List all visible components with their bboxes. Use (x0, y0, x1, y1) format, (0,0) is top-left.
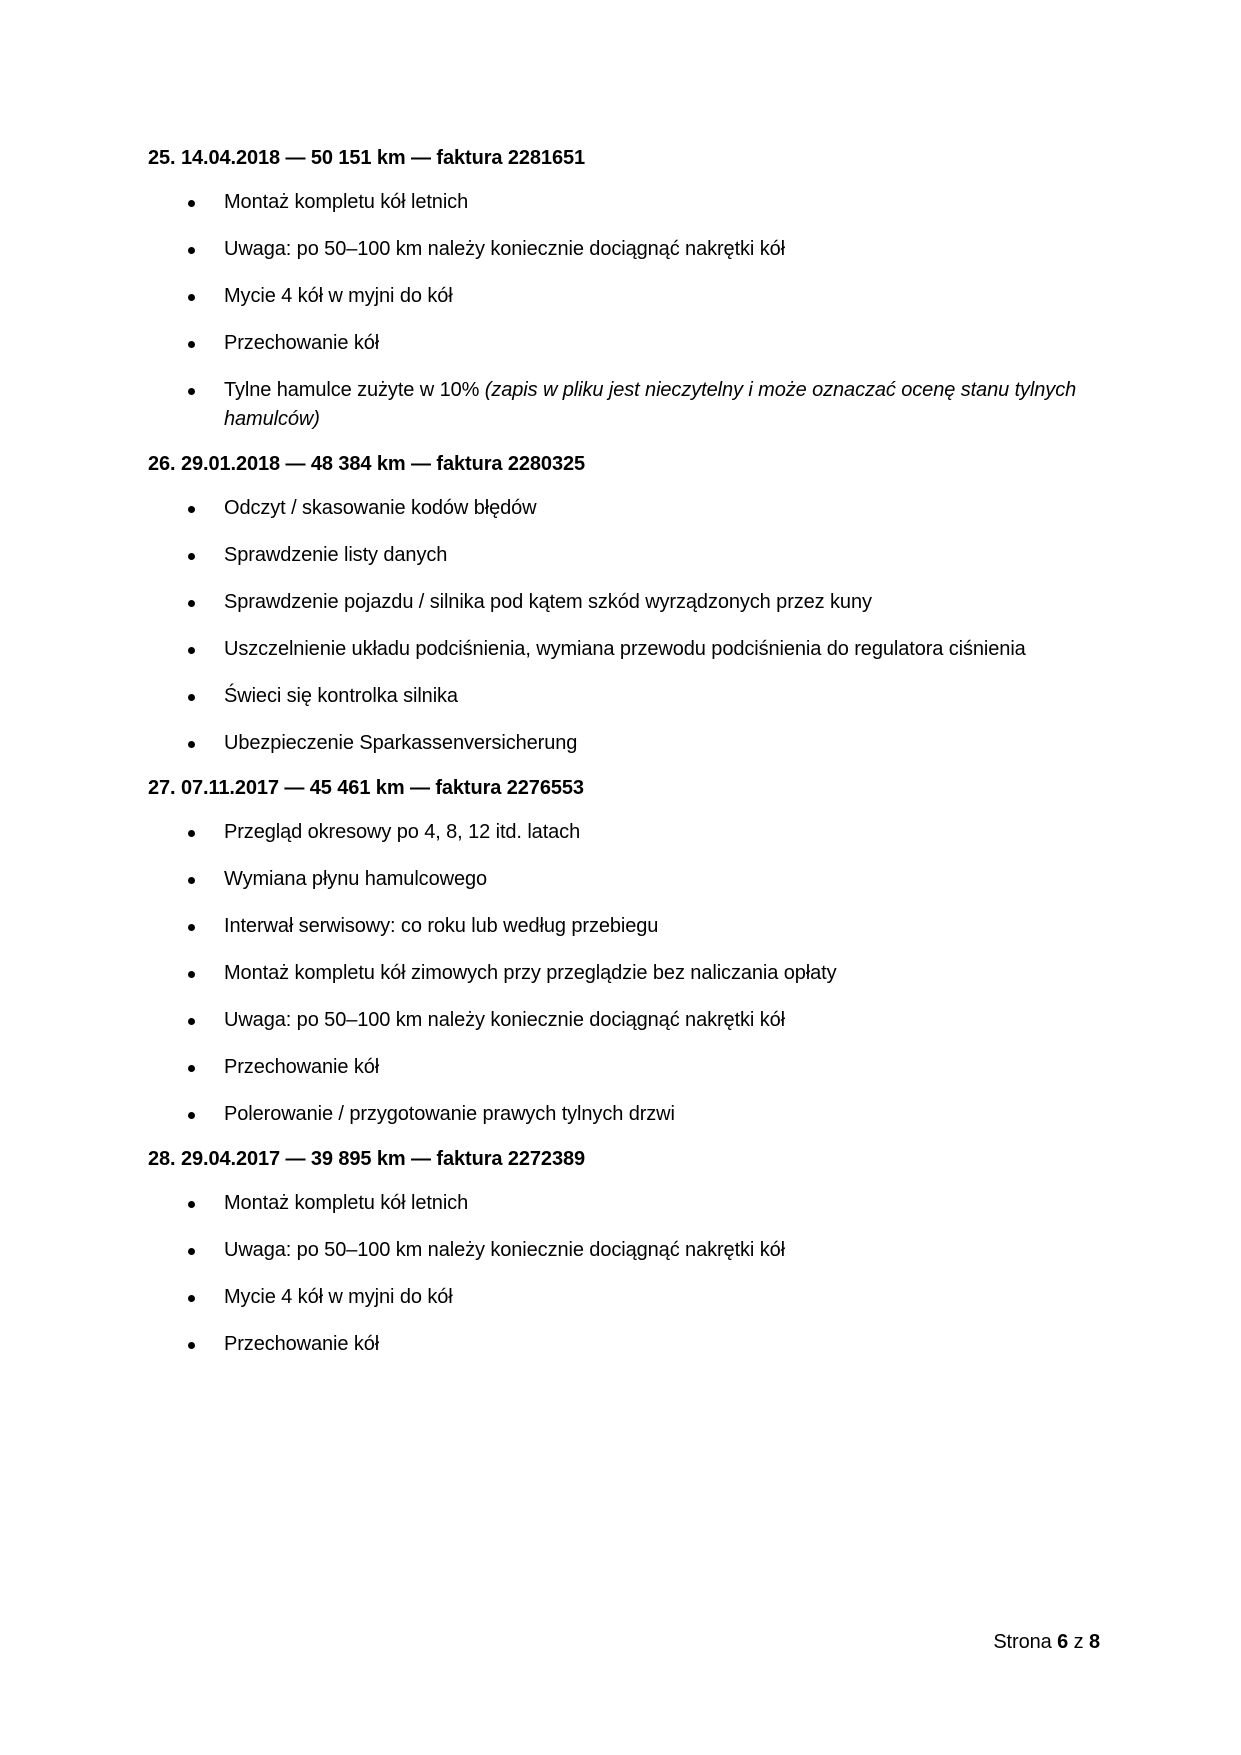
total-pages-number: 8 (1088, 1631, 1100, 1653)
bullet-icon (188, 247, 195, 254)
service-item-text: Przechowanie kół (224, 1333, 380, 1355)
service-item (148, 1236, 1108, 1265)
service-item-text: Uwaga: po 50–100 km należy koniecznie dociągnąć nakrętki kół (224, 1239, 786, 1261)
service-item (148, 959, 1108, 988)
footer-separator: z (1068, 1631, 1089, 1653)
entry-heading: 26. 29.01.2018 — 48 384 km — faktura 2280325 (148, 453, 586, 475)
service-item-text: Montaż kompletu kół letnich (224, 1192, 469, 1214)
service-item-text: Uszczelnienie układu podciśnienia, wymiana przewodu podciśnienia do regulatora ciśnienia (224, 638, 1026, 660)
entry-heading: 28. 29.04.2017 — 39 895 km — faktura 2272389 (148, 1148, 586, 1170)
service-item-text: Świeci się kontrolka silnika (224, 685, 458, 707)
service-item (148, 588, 1108, 617)
bullet-icon (188, 830, 195, 837)
service-item (148, 635, 1108, 664)
service-item-text: Wymiana płynu hamulcowego (224, 868, 488, 890)
bullet-icon (188, 294, 195, 301)
service-item-text: Przechowanie kół (224, 332, 380, 354)
service-item (148, 912, 1108, 941)
service-item-text: Uwaga: po 50–100 km należy koniecznie dociągnąć nakrętki kół (224, 238, 786, 260)
service-item (148, 282, 1108, 311)
bullet-icon (188, 1248, 195, 1255)
bullet-icon (188, 1112, 195, 1119)
service-item (148, 329, 1108, 358)
bullet-icon (188, 553, 195, 560)
bullet-icon (188, 741, 195, 748)
service-item (148, 1283, 1108, 1312)
service-item-list (148, 494, 1108, 758)
service-item (148, 376, 1108, 434)
service-item (148, 1006, 1108, 1035)
service-item (148, 1330, 1108, 1359)
service-item-list (148, 818, 1108, 1129)
bullet-icon (188, 1201, 195, 1208)
service-item (148, 235, 1108, 264)
service-item-note: (zapis w pliku jest nieczytelny i może oznaczać ocenę stanu tylnych hamulców) (224, 379, 1077, 430)
service-item (148, 1053, 1108, 1082)
bullet-icon (188, 388, 195, 395)
service-item-text: Mycie 4 kół w myjni do kół (224, 285, 453, 307)
service-item-text: Montaż kompletu kół letnich (224, 191, 469, 213)
service-item-text: Sprawdzenie listy danych (224, 544, 448, 566)
page-footer (993, 1630, 1100, 1654)
service-item (148, 682, 1108, 711)
service-item (148, 1189, 1108, 1218)
service-item-list (148, 1189, 1108, 1359)
service-item-list (148, 188, 1108, 434)
bullet-icon (188, 600, 195, 607)
service-item-text: Przechowanie kół (224, 1056, 380, 1078)
service-item (148, 541, 1108, 570)
bullet-icon (188, 1018, 195, 1025)
footer-prefix: Strona (993, 1631, 1058, 1653)
bullet-icon (188, 924, 195, 931)
bullet-icon (188, 877, 195, 884)
service-item (148, 494, 1108, 523)
bullet-icon (188, 647, 195, 654)
bullet-icon (188, 506, 195, 513)
service-item-text: Mycie 4 kół w myjni do kół (224, 1286, 453, 1308)
service-item (148, 818, 1108, 847)
service-history-content (148, 146, 1108, 1377)
service-item-text: Uwaga: po 50–100 km należy koniecznie dociągnąć nakrętki kół (224, 1009, 786, 1031)
bullet-icon (188, 1065, 195, 1072)
service-item-text: Interwał serwisowy: co roku lub według przebiegu (224, 915, 659, 937)
service-item-text: Tylne hamulce zużyte w 10% (224, 379, 485, 401)
bullet-icon (188, 341, 195, 348)
entry-heading: 27. 07.11.2017 — 45 461 km — faktura 2276553 (148, 777, 584, 799)
service-item-text: Ubezpieczenie Sparkassenversicherung (224, 732, 578, 754)
service-item-text: Przegląd okresowy po 4, 8, 12 itd. latach (224, 821, 581, 843)
service-item-text: Odczyt / skasowanie kodów błędów (224, 497, 537, 519)
service-item-text: Sprawdzenie pojazdu / silnika pod kątem szkód wyrządzonych przez kuny (224, 591, 872, 613)
bullet-icon (188, 200, 195, 207)
service-item-text: Polerowanie / przygotowanie prawych tylnych drzwi (224, 1103, 675, 1125)
entry-heading: 25. 14.04.2018 — 50 151 km — faktura 2281651 (148, 147, 586, 169)
current-page-number: 6 (1057, 1631, 1069, 1653)
bullet-icon (188, 971, 195, 978)
service-item (148, 1100, 1108, 1129)
service-item-text: Montaż kompletu kół zimowych przy przeglądzie bez naliczania opłaty (224, 962, 837, 984)
service-item (148, 188, 1108, 217)
service-item (148, 729, 1108, 758)
bullet-icon (188, 1342, 195, 1349)
bullet-icon (188, 1295, 195, 1302)
service-item (148, 865, 1108, 894)
bullet-icon (188, 694, 195, 701)
